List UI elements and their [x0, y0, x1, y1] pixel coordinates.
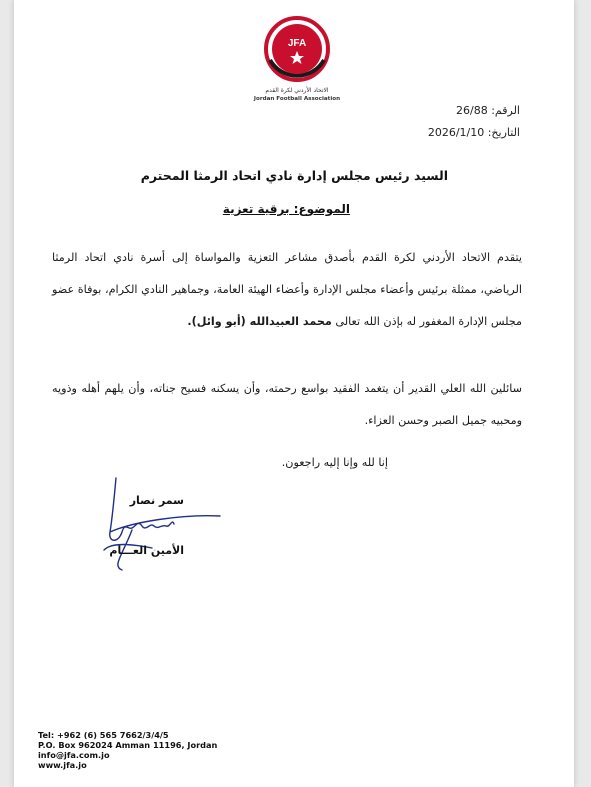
- signatory-title: الأمين العـــام: [109, 544, 184, 557]
- body-paragraph-2: سائلين الله العلي القدير أن يتغمد الفقيد بواسع رحمته، وأن يسكنه فسيح جناته، وأن يلهم أهله وذويه ومحبيه جميل الصبر وحسن العزاء.: [52, 382, 522, 427]
- logo-text: JFA: [287, 38, 307, 49]
- footer-po-box: P.O. Box 962024 Amman 11196, Jordan: [38, 740, 218, 750]
- addressee: السيد رئيس مجلس إدارة نادي اتحاد الرمثا المحترم: [140, 168, 448, 183]
- jfa-logo: [260, 16, 334, 86]
- footer-phone: Tel: +962 (6) 565 7662/3/4/5: [38, 730, 169, 740]
- letter-date: التاريخ: 2026/1/10: [427, 126, 520, 139]
- handwritten-signature: [92, 470, 222, 580]
- deceased-name: محمد العبيدالله (أبو وائل).: [187, 315, 332, 328]
- org-name-arabic: الاتحاد الأردني لكرة القدم: [265, 87, 329, 94]
- signatory-name: سمر نصار: [129, 494, 184, 507]
- body-paragraph-1: [52, 242, 522, 338]
- footer-website[interactable]: www.jfa.jo: [38, 760, 87, 770]
- org-name-english: Jordan Football Association: [253, 96, 341, 102]
- contact-footer: [38, 730, 217, 770]
- reference-number: الرقم: 26/88: [456, 104, 520, 117]
- closing-verse: إنا لله وإنا إليه راجعون.: [281, 456, 388, 469]
- paragraph-1-text: يتقدم الاتحاد الأردني لكرة القدم بأصدق مشاعر التعزية والمواساة إلى أسرة نادي اتحاد الرمثا الرياضي، ممثلة برئيس وأعضاء مجلس الإدارة وأعضاء الهيئة العامة، وجماهير النادي الكرام، بوفاة عضو مجلس الإدارة المغفور له بإذن الله تعالى: [52, 251, 522, 328]
- letter-page: [14, 0, 574, 787]
- subject-line: الموضوع: برقية تعزية: [222, 202, 350, 216]
- footer-email[interactable]: info@jfa.com.jo: [38, 750, 110, 760]
